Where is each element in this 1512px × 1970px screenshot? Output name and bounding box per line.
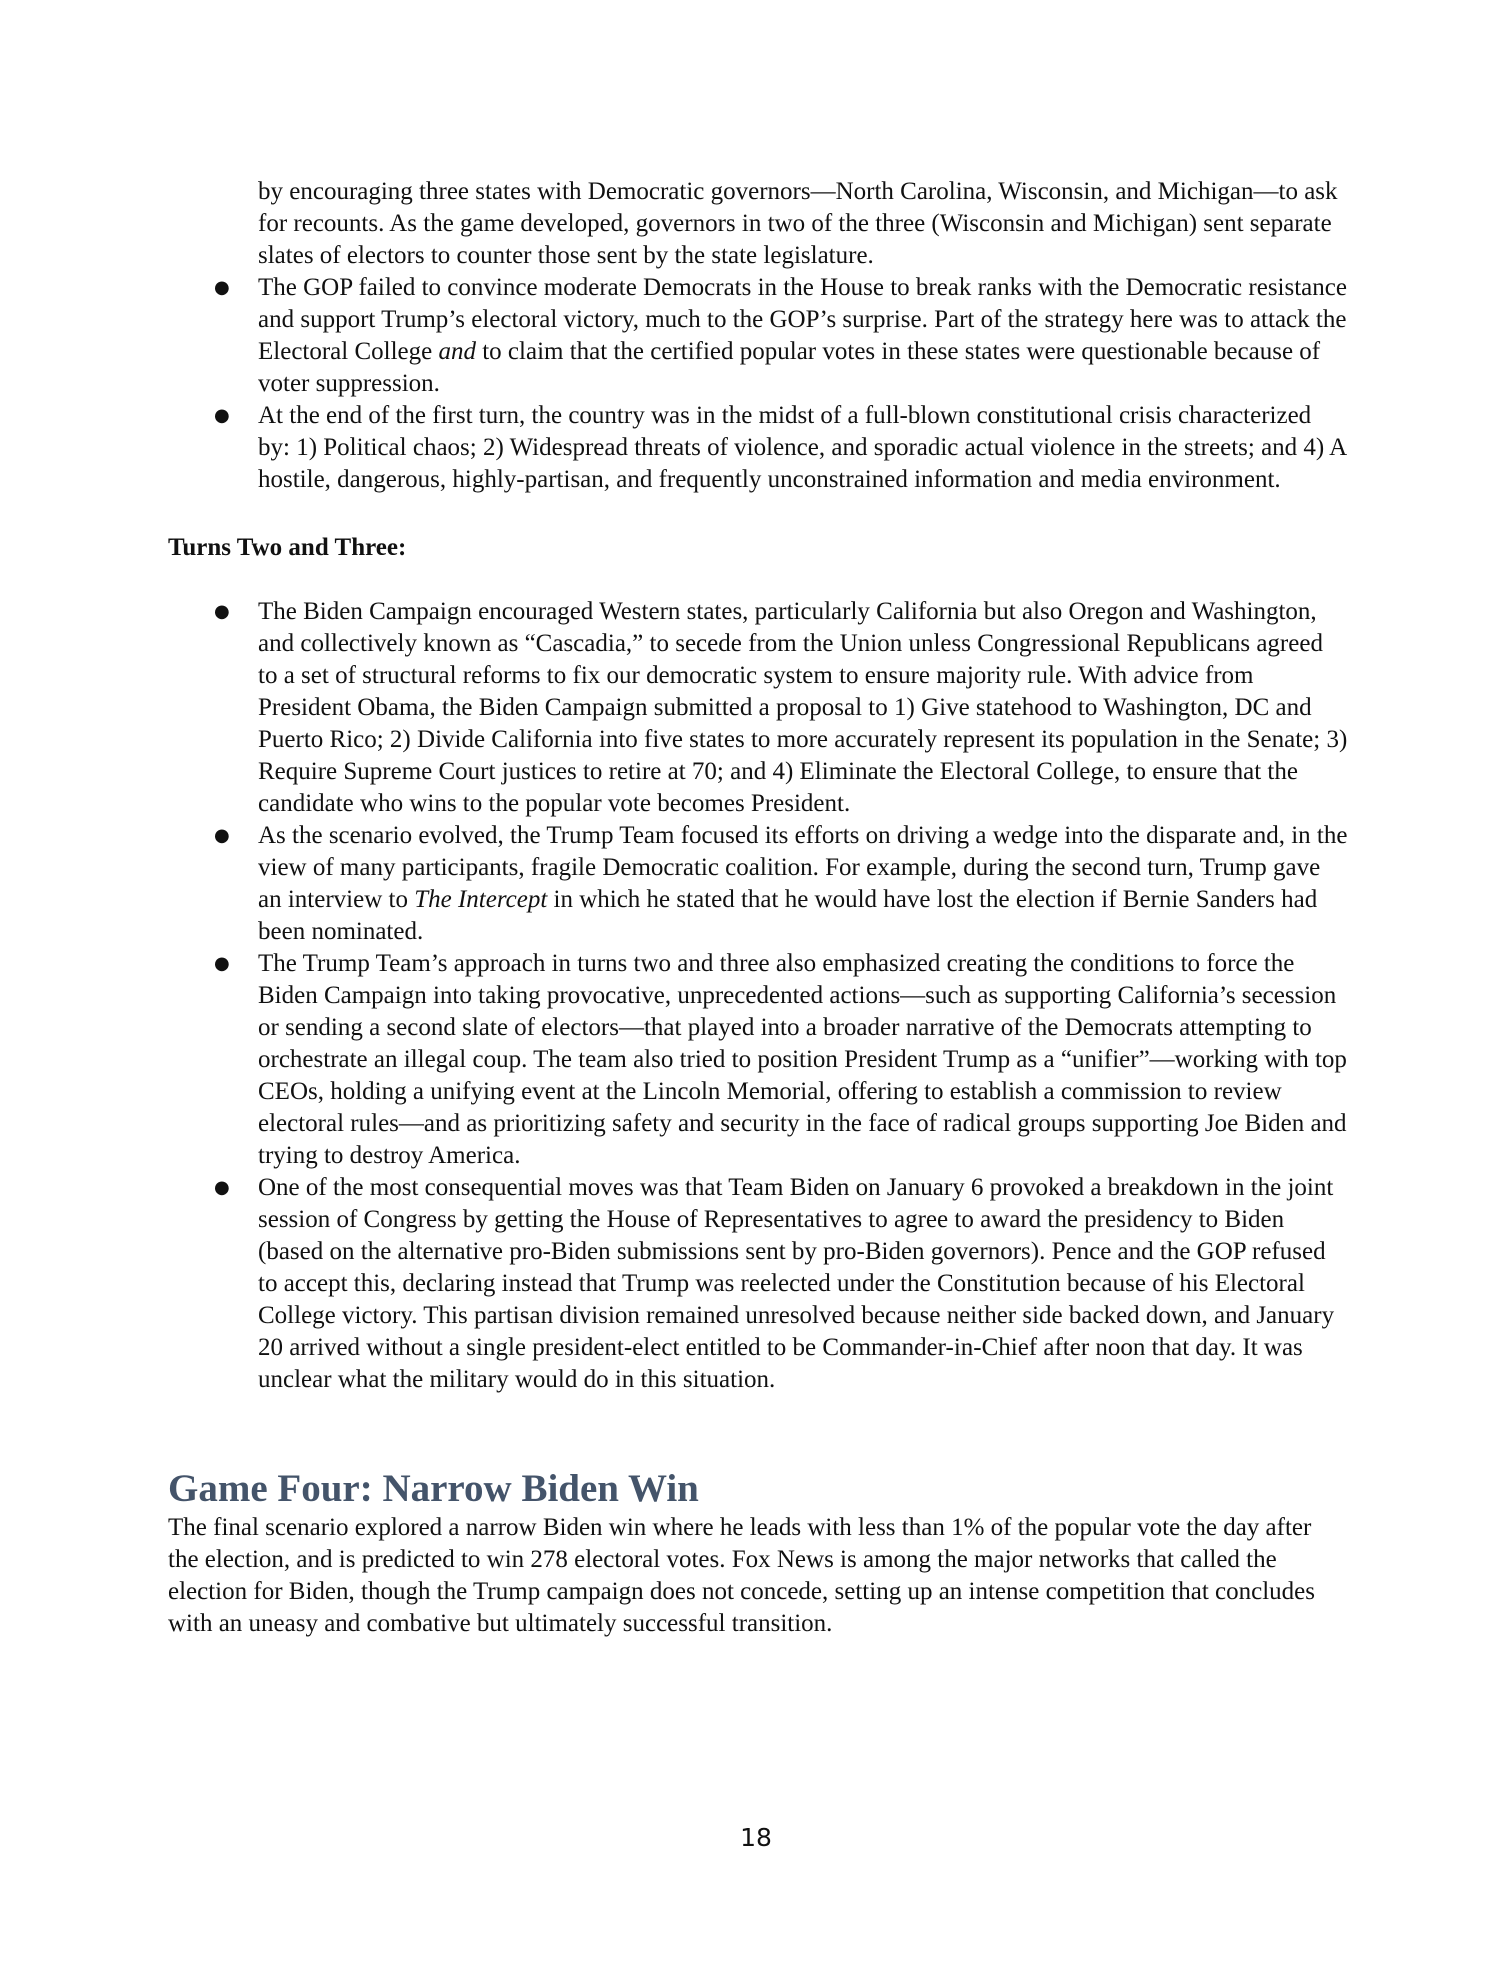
list-item: ● As the scenario evolved, the Trump Team focused its efforts on driving a wedge into the disparate and, in the view of many participants, fragile Democratic coalition. For example, during the second turn, Trump gave an interview to The Intercept in which he stated that he would have lost the election if Bernie Sanders had been nominated. [214,822,1348,945]
bullet-icon: ● [214,1177,230,1198]
list-item: ● The Biden Campaign encouraged Western states, particularly California but also Oregon and Washington, and collectively known as “Cascadia,” to secede from the Union unless Congressional Republicans agreed to a set of structural reforms to fix our democratic system to ensure majority rule. With advice from President Obama, the Biden Campaign submitted a proposal to 1) Give statehood to Washington, DC and Puerto Rico; 2) Divide California into five states to more accurately represent its population in the Senate; 3) Require Supreme Court justices to retire at 70; and 4) Eliminate the Electoral College, to ensure that the candidate who wins to the popular vote becomes President. [214,598,1348,817]
game-four-heading: Game Four: Narrow Biden Win [168,1467,699,1510]
bullet-icon: ● [214,825,230,846]
page-content [168,176,1348,1640]
bullet-icon: ● [214,601,230,622]
turns-two-three-bullet-list [168,596,1348,1396]
page-number: 18 [740,1823,772,1852]
turns-two-three-heading: Turns Two and Three: [168,534,407,561]
continuation-paragraph: by encouraging three states with Democratic governors—North Carolina, Wisconsin, and Michigan—to ask for recounts. As the game developed, governors in two of the three (Wisconsin and Michigan) sent separate slates of electors to counter those sent by the state legislature. [258,178,1338,269]
list-item: ● One of the most consequential moves was that Team Biden on January 6 provoked a breakdown in the joint session of Congress by getting the House of Representatives to agree to award the presidency to Biden (based on the alternative pro-Biden submissions sent by pro-Biden governors). Pence and the GOP refused to accept this, declaring instead that Trump was reelected under the Constitution because of his Electoral College victory. This partisan division remained unresolved because neither side backed down, and January 20 arrived without a single president-elect entitled to be Commander-in-Chief after noon that day. It was unclear what the military would do in this situation. [214,1174,1335,1393]
list-item: ● The GOP failed to convince moderate Democrats in the House to break ranks with the Democratic resistance and support Trump’s electoral victory, much to the GOP’s surprise. Part of the strategy here was to attack the Electoral College and to claim that the certified popular votes in these states were questionable because of voter suppression. [214,274,1347,397]
bullet-icon: ● [214,405,230,426]
bullet-icon: ● [214,953,230,974]
list-item: ● The Trump Team’s approach in turns two and three also emphasized creating the conditions to force the Biden Campaign into taking provocative, unprecedented actions—such as supporting California’s secession or sending a second slate of electors—that played into a broader narrative of the Democrats attempting to orchestrate an illegal coup. The team also tried to position President Trump as a “unifier”—working with top CEOs, holding a unifying event at the Lincoln Memorial, offering to establish a commission to review electoral rules—and as prioritizing safety and security in the face of radical groups supporting Joe Biden and trying to destroy America. [214,950,1347,1169]
list-item: ● At the end of the first turn, the country was in the midst of a full-blown constitutional crisis characterized by: 1) Political chaos; 2) Widespread threats of violence, and sporadic actual violence in the streets; and 4) A hostile, dangerous, highly-partisan, and frequently unconstrained information and media environment. [214,402,1346,493]
game-four-paragraph: The final scenario explored a narrow Biden win where he leads with less than 1% of the popular vote the day after the election, and is predicted to win 278 electoral votes. Fox News is among the major networks that called the election for Biden, though the Trump campaign does not concede, setting up an intense competition that concludes with an uneasy and combative but ultimately successful transition. [168,1514,1315,1637]
turn-one-bullet-list [168,272,1348,496]
bullet-icon: ● [214,277,230,298]
